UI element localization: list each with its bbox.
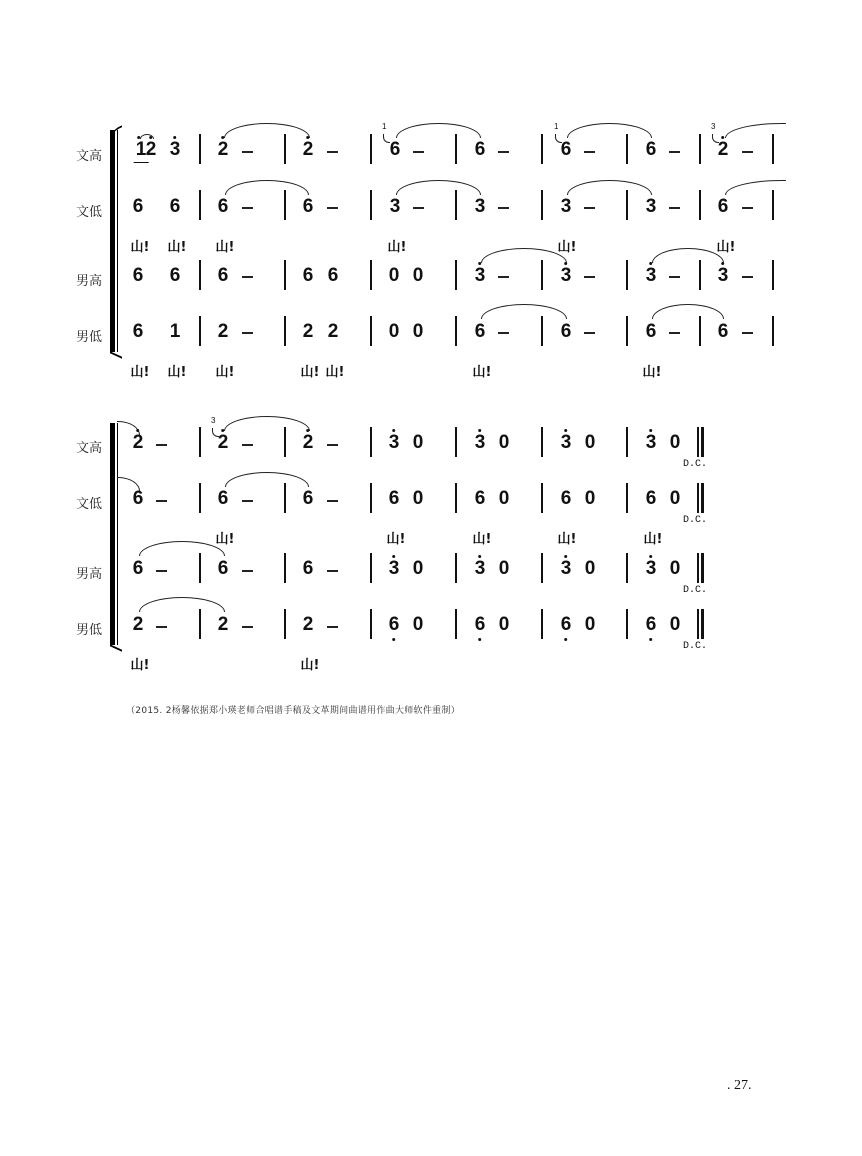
note: 6 [389,615,400,635]
dash [327,626,338,628]
slur [140,134,154,139]
dash [669,332,680,334]
final-barline [697,553,699,583]
note: 6 [132,265,144,286]
lyric: 山! [300,658,320,673]
lyric: 山! [557,532,577,547]
barline [455,260,457,290]
dash [584,207,595,209]
barline [626,260,628,290]
barline [626,609,628,639]
bracket-hook-bottom [110,343,122,359]
lyric: 山! [167,240,187,255]
barline [541,553,543,583]
da-capo-mark: D.C. [683,641,708,652]
tie [725,123,786,138]
barline [370,134,372,164]
final-barline [697,427,699,457]
part-label-alto: 文低 [76,205,103,220]
note: 2 [303,140,314,160]
tie [481,304,567,319]
note: 3 [389,559,400,579]
note: 2 [217,321,229,342]
lyric: 山! [215,365,235,380]
dash [327,570,338,572]
dash [742,207,753,209]
lyric: 山! [215,240,235,255]
bracket-hook-top [110,125,122,141]
dash [498,276,509,278]
dash [498,332,509,334]
dash [584,332,595,334]
note: 0 [412,265,424,286]
tie [567,123,652,138]
note: 6 [645,488,657,509]
grace-note: 3 [711,122,716,131]
lyric: 山! [386,532,406,547]
dash [242,626,253,628]
source-note: （2015. 2杨馨依据郑小瑛老师合唱谱手稿及文革期间曲谱用作曲大师软件重制） [126,706,461,716]
note: 6 [217,265,229,286]
dash [742,276,753,278]
barline [699,260,701,290]
system-bracket [110,423,115,645]
barline [284,427,286,457]
note: 0 [412,488,424,509]
tie [396,180,481,195]
note: 0 [498,488,510,509]
tie [652,304,724,319]
dash [156,626,167,628]
note: 3 [474,196,486,217]
note: 6 [132,321,144,342]
grace-note: 1 [382,122,387,131]
tie [567,180,652,195]
note: 2 [218,140,229,160]
barline [199,260,201,290]
note: 2 [303,433,314,453]
note: 6 [474,488,486,509]
lyric: 山! [130,658,150,673]
note: 0 [412,558,424,579]
dash [742,151,753,153]
note: 1 [169,321,181,342]
note: 0 [584,614,596,635]
note: 0 [498,614,510,635]
note: 0 [388,265,400,286]
note: 6 [717,321,729,342]
tie [652,248,724,263]
note: 0 [669,432,681,453]
tie [225,472,309,487]
lyric: 山! [557,240,577,255]
lyric: 山! [130,365,150,380]
barline [541,483,543,513]
tie [224,416,310,431]
barline [370,260,372,290]
note: 3 [646,266,657,286]
note: 3 [475,433,486,453]
note: 0 [412,432,424,453]
note: 0 [584,432,596,453]
system-bracket-line [117,130,118,352]
barline [541,609,543,639]
barline [284,609,286,639]
note: 6 [132,488,144,509]
note: 6 [302,265,314,286]
lyric: 山! [642,365,662,380]
dash [327,151,338,153]
note: 6 [217,488,229,509]
note: 0 [498,558,510,579]
tie [139,541,225,556]
barline [370,553,372,583]
note: 2 [302,614,314,635]
barline [199,483,201,513]
dash [498,207,509,209]
barline [370,483,372,513]
barline [455,609,457,639]
note: 3 [646,433,657,453]
barline [455,316,457,346]
note: 6 [169,196,181,217]
dash [327,500,338,502]
dash [242,151,253,153]
dash [242,500,253,502]
lyric: 山! [643,532,663,547]
barline [772,316,774,346]
barline [626,134,628,164]
dash [327,444,338,446]
da-capo-mark: D.C. [683,459,708,470]
barline [370,190,372,220]
part-label-soprano: 文高 [76,149,103,164]
note: 6 [388,488,400,509]
dash [584,151,595,153]
barline [699,134,701,164]
barline [626,553,628,583]
part-label-bass: 男低 [76,330,103,345]
note: 6 [217,196,229,217]
note: 6 [169,265,181,286]
bracket-hook-bottom [110,636,122,652]
lyric: 山! [472,365,492,380]
note: 6 [560,139,572,160]
barline [699,190,701,220]
tie [725,180,786,195]
note: 3 [475,266,486,286]
note: 1 [136,140,147,160]
note: 3 [646,559,657,579]
lyric: 山! [716,240,736,255]
note: 0 [584,558,596,579]
note: 6 [474,321,486,342]
lyric: 山! [472,532,492,547]
barline [199,134,201,164]
da-capo-mark: D.C. [683,515,708,526]
lyric: 山! [387,240,407,255]
note: 6 [132,558,144,579]
dash [156,500,167,502]
barline [455,427,457,457]
part-label-alto: 文低 [76,497,103,512]
lyric: 山! [300,365,320,380]
dash [156,444,167,446]
note: 6 [646,615,657,635]
note: 2 [133,433,144,453]
barline [199,609,201,639]
grace-note: 3 [211,416,216,425]
dash [669,151,680,153]
note: 6 [560,488,572,509]
barline [541,134,543,164]
note: 0 [584,488,596,509]
note: 0 [669,614,681,635]
note: 0 [669,488,681,509]
note: 2 [218,433,229,453]
note: 0 [412,614,424,635]
barline [626,427,628,457]
note: 2 [217,614,229,635]
barline [699,316,701,346]
dash [242,444,253,446]
barline [199,190,201,220]
note: 6 [217,558,229,579]
note: 3 [561,559,572,579]
barline [455,134,457,164]
note: 3 [718,266,729,286]
part-label-tenor: 男高 [76,567,103,582]
dash [413,207,424,209]
barline [284,134,286,164]
barline [455,483,457,513]
note: 6 [389,139,401,160]
final-barline [701,553,704,583]
note: 3 [560,196,572,217]
dash [498,151,509,153]
barline [284,483,286,513]
lyric: 山! [215,532,235,547]
part-label-bass: 男低 [76,623,103,638]
dash [242,332,253,334]
barline [626,316,628,346]
final-barline [701,609,704,639]
dash [156,570,167,572]
dash [669,276,680,278]
barline [284,260,286,290]
note: 2 [146,140,157,160]
note: 3 [475,559,486,579]
tie [224,123,310,138]
note: 6 [302,488,314,509]
barline [626,483,628,513]
dash [327,207,338,209]
note: 2 [132,614,144,635]
dash [242,276,253,278]
barline [541,260,543,290]
note: 3 [170,140,181,160]
dash [584,276,595,278]
note: 6 [132,196,144,217]
barline [284,316,286,346]
barline [370,427,372,457]
note: 6 [560,321,572,342]
tie [396,123,481,138]
dash [242,207,253,209]
note: 2 [718,140,729,160]
note: 6 [302,558,314,579]
note: 0 [498,432,510,453]
barline [455,553,457,583]
note: 6 [474,139,486,160]
part-label-soprano: 文高 [76,441,103,456]
dash [742,332,753,334]
lyric: 山! [130,240,150,255]
note: 3 [561,433,572,453]
final-barline [697,609,699,639]
lyric: 山! [325,365,345,380]
final-barline [697,483,699,513]
dash [413,151,424,153]
note: 0 [388,321,400,342]
barline [199,427,201,457]
note: 6 [302,196,314,217]
barline [284,553,286,583]
note: 2 [302,321,314,342]
tie [225,180,309,195]
dash [242,570,253,572]
note: 6 [475,615,486,635]
final-barline [701,427,704,457]
barline [541,190,543,220]
barline [541,427,543,457]
system-bracket-line [117,423,118,645]
page-number: . 27. [727,1078,752,1093]
tie [139,597,225,612]
note: 6 [645,321,657,342]
part-label-tenor: 男高 [76,274,103,289]
system-bracket [110,130,115,352]
barline [772,260,774,290]
lyric: 山! [167,365,187,380]
dash [669,207,680,209]
note: 6 [561,615,572,635]
note: 6 [645,139,657,160]
note: 0 [412,321,424,342]
note: 3 [389,196,401,217]
barline [370,316,372,346]
barline [199,316,201,346]
final-barline [701,483,704,513]
note: 0 [669,558,681,579]
barline [541,316,543,346]
note: 6 [717,196,729,217]
barline [772,134,774,164]
note: 3 [645,196,657,217]
barline [199,553,201,583]
note: 3 [389,433,400,453]
barline [370,609,372,639]
da-capo-mark: D.C. [683,585,708,596]
grace-note: 1 [554,122,559,131]
tie [481,248,567,263]
note: 6 [327,265,339,286]
note: 3 [561,266,572,286]
note: 2 [327,321,339,342]
